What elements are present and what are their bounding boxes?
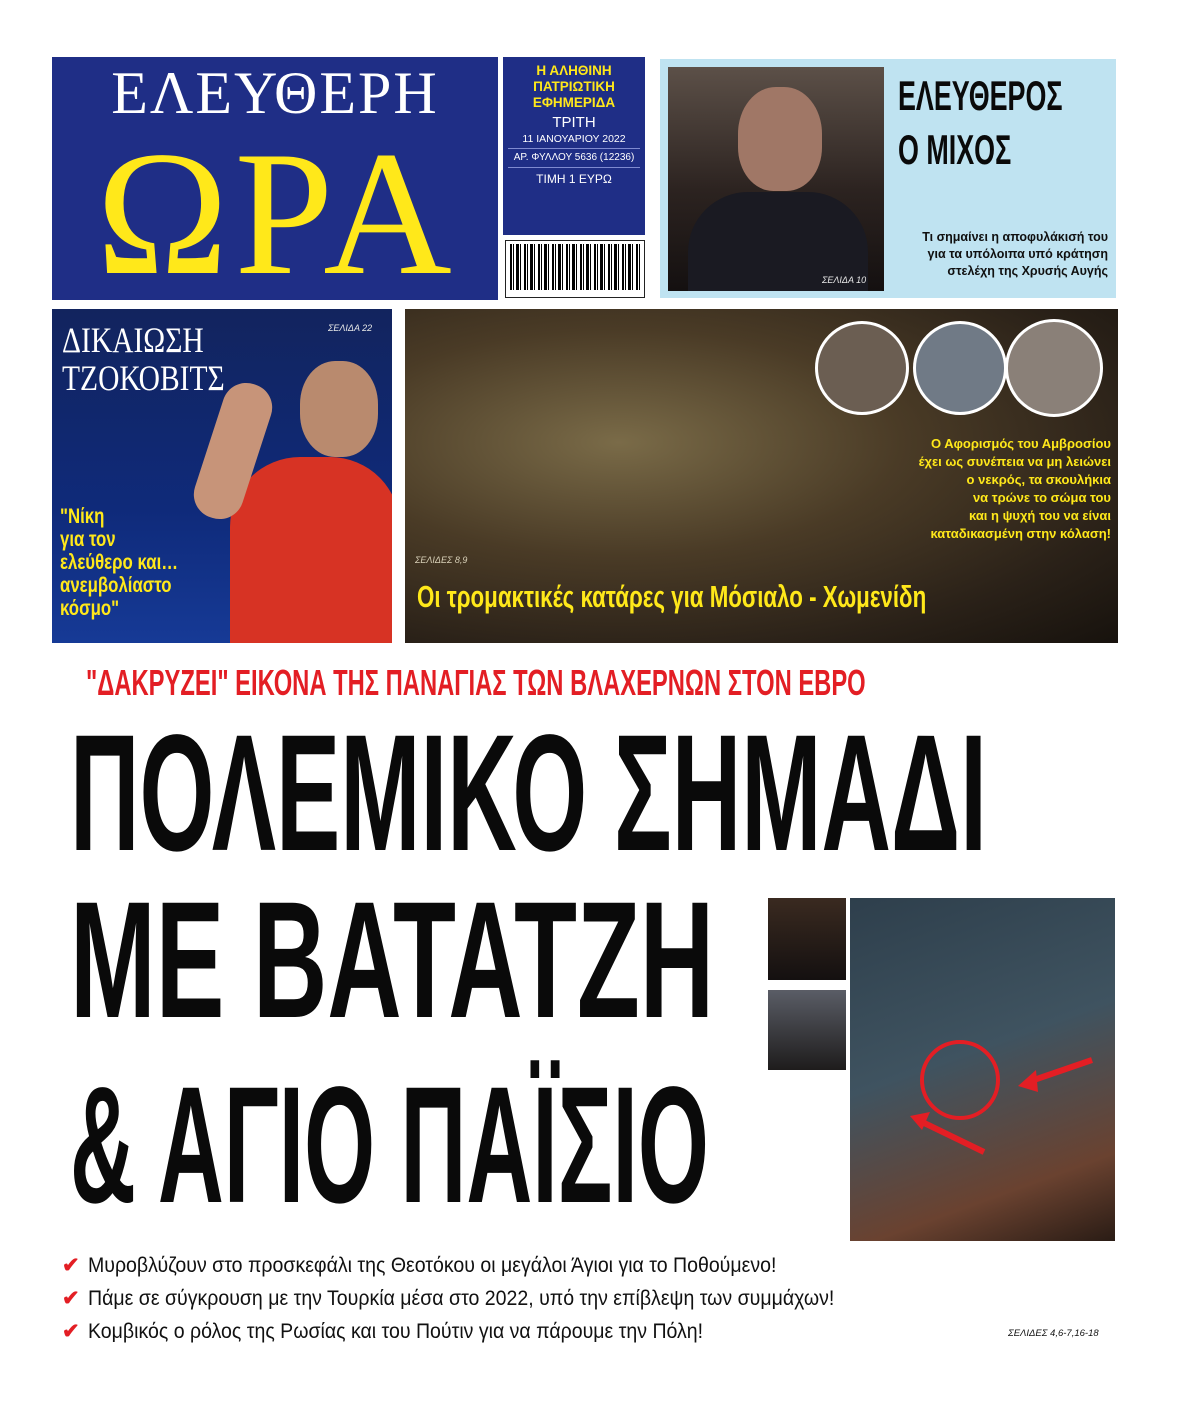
thumbnail-photo-2 bbox=[768, 990, 846, 1070]
quote-line: Ο Αφορισμός του Αμβροσίου bbox=[930, 436, 1111, 451]
mixos-subtitle bbox=[894, 229, 1108, 280]
curses-quote bbox=[735, 435, 1111, 543]
bullet-text: Κομβικός ο ρόλος της Ρωσίας και του Πούτιν για να πάρουμε την Πόλη! bbox=[87, 1320, 703, 1343]
page-reference: ΣΕΛΙΔΑ 22 bbox=[328, 323, 373, 333]
photo-figure-head bbox=[300, 361, 378, 457]
lead-bullet bbox=[62, 1318, 749, 1346]
bullet-text: Μυροβλύζουν στο προσκεφάλι της Θεοτόκου οι μεγάλοι Άγιοι για το Ποθούμενο! bbox=[87, 1254, 776, 1277]
kicker-text: "ΔΑΚΡΥΖΕΙ" ΕΙΚΟΝΑ ΤΗΣ ΠΑΝΑΓΙΑΣ ΤΩΝ ΒΛΑΧΕΡΝΩΝ ΣΤΟΝ ΕΒΡΟ bbox=[86, 662, 866, 703]
slogan-line: Η ΑΛΗΘΙΝΗ bbox=[536, 63, 612, 78]
subtitle-line: Τι σημαίνει η αποφυλάκισή του bbox=[922, 230, 1108, 244]
quote-line: και η ψυχή του να είναι bbox=[969, 508, 1111, 523]
issue-info-box bbox=[503, 57, 645, 235]
story-mixos[interactable] bbox=[658, 57, 1118, 300]
headline-line: ΤΖΟΚΟΒΙΤΣ bbox=[62, 358, 225, 398]
lead-bullet bbox=[62, 1252, 828, 1280]
slogan-line: ΠΑΤΡΙΩΤΙΚΗ bbox=[533, 79, 615, 94]
portrait-circle-2 bbox=[913, 321, 1007, 415]
arrow-icon bbox=[1018, 1054, 1098, 1104]
headline-text: Οι τρομακτικές κατάρες για Μόσιαλο - Χωμενίδη bbox=[417, 579, 927, 614]
issue-day: ΤΡΙΤΗ bbox=[552, 114, 596, 131]
curses-headline bbox=[417, 577, 1118, 617]
bullet-text: Πάμε σε σύγκρουση με την Τουρκία μέσα στο 2022, υπό την επίβλεψη των συμμάχων! bbox=[87, 1287, 834, 1310]
masthead-logo bbox=[52, 57, 498, 300]
quote-line: ο νεκρός, τα σκουλήκια bbox=[966, 472, 1111, 487]
quote-line: να τρώνε το σώμα του bbox=[972, 490, 1111, 505]
issue-number: ΑΡ. ΦΥΛΛΟΥ 5636 (12236) bbox=[508, 148, 640, 163]
quote-line: για τον bbox=[60, 528, 116, 551]
barcode-bars bbox=[510, 244, 640, 290]
headline-line: Ο ΜΙΧΟΣ bbox=[898, 126, 1012, 173]
headline-line: ΕΛΕΥΘΕΡΟΣ bbox=[898, 72, 1063, 119]
barcode bbox=[505, 240, 645, 298]
story-djokovic[interactable] bbox=[52, 309, 392, 643]
headline-text: ΠΟΛΕΜΙΚΟ ΣΗΜΑΔΙ bbox=[70, 701, 987, 886]
issue-price: ΤΙΜΗ 1 ΕΥΡΩ bbox=[508, 167, 640, 186]
page-reference: ΣΕΛΙΔΑ 10 bbox=[822, 275, 867, 285]
quote-line: έχει ως συνέπεια να μη λειώνει bbox=[918, 454, 1111, 469]
photo-figure-head bbox=[738, 87, 822, 191]
portrait-circle-3 bbox=[1005, 319, 1103, 417]
arrow-icon bbox=[910, 1108, 990, 1158]
quote-line: ανεμβολίαστο bbox=[60, 574, 172, 597]
slogan-line: ΕΦΗΜΕΡΙΔΑ bbox=[532, 95, 616, 110]
lead-headline-line-1[interactable] bbox=[70, 701, 1190, 886]
headline-text: ΜΕ ΒΑΤΑΤΖΗ bbox=[70, 868, 715, 1053]
thumbnail-photo-1 bbox=[768, 898, 846, 980]
masthead-title-big: ΩΡΑ bbox=[96, 114, 458, 300]
quote-line: κόσμο" bbox=[60, 597, 120, 620]
masthead-title-top: ΕΛΕΥΘΕΡΗ bbox=[111, 60, 439, 126]
icon-photo bbox=[850, 898, 1115, 1241]
djokovic-quote bbox=[60, 505, 208, 620]
quote-line: ελεύθερο και… bbox=[60, 551, 179, 574]
djokovic-headline bbox=[62, 321, 260, 397]
lead-kicker[interactable] bbox=[86, 661, 1190, 705]
quote-line: "Νίκη bbox=[60, 505, 105, 528]
subtitle-line: για τα υπόλοιπα υπό κράτηση bbox=[927, 247, 1108, 261]
headline-line: ΔΙΚΑΙΩΣΗ bbox=[62, 320, 204, 360]
page-reference: ΣΕΛΙΔΕΣ 4,6-7,16-18 bbox=[1008, 1328, 1099, 1339]
mixos-photo bbox=[668, 67, 884, 291]
check-icon: ✔ bbox=[62, 1254, 80, 1277]
page-reference: ΣΕΛΙΔΕΣ 8,9 bbox=[415, 555, 468, 565]
slogan bbox=[503, 57, 645, 111]
issue-date: 11 ΙΑΝΟΥΑΡΙΟΥ 2022 bbox=[522, 133, 626, 145]
mixos-headline bbox=[898, 69, 1155, 177]
portrait-circle-1 bbox=[815, 321, 909, 415]
headline-text: & ΑΓΙΟ ΠΑΪΣΙΟ bbox=[70, 1053, 709, 1238]
lead-bullet bbox=[62, 1285, 890, 1313]
quote-line: καταδικασμένη στην κόλαση! bbox=[930, 526, 1111, 541]
story-curses[interactable] bbox=[405, 309, 1118, 643]
check-icon: ✔ bbox=[62, 1287, 80, 1310]
subtitle-line: στελέχη της Χρυσής Αυγής bbox=[947, 264, 1108, 278]
photo-figure-body bbox=[230, 457, 392, 643]
check-icon: ✔ bbox=[62, 1320, 80, 1343]
